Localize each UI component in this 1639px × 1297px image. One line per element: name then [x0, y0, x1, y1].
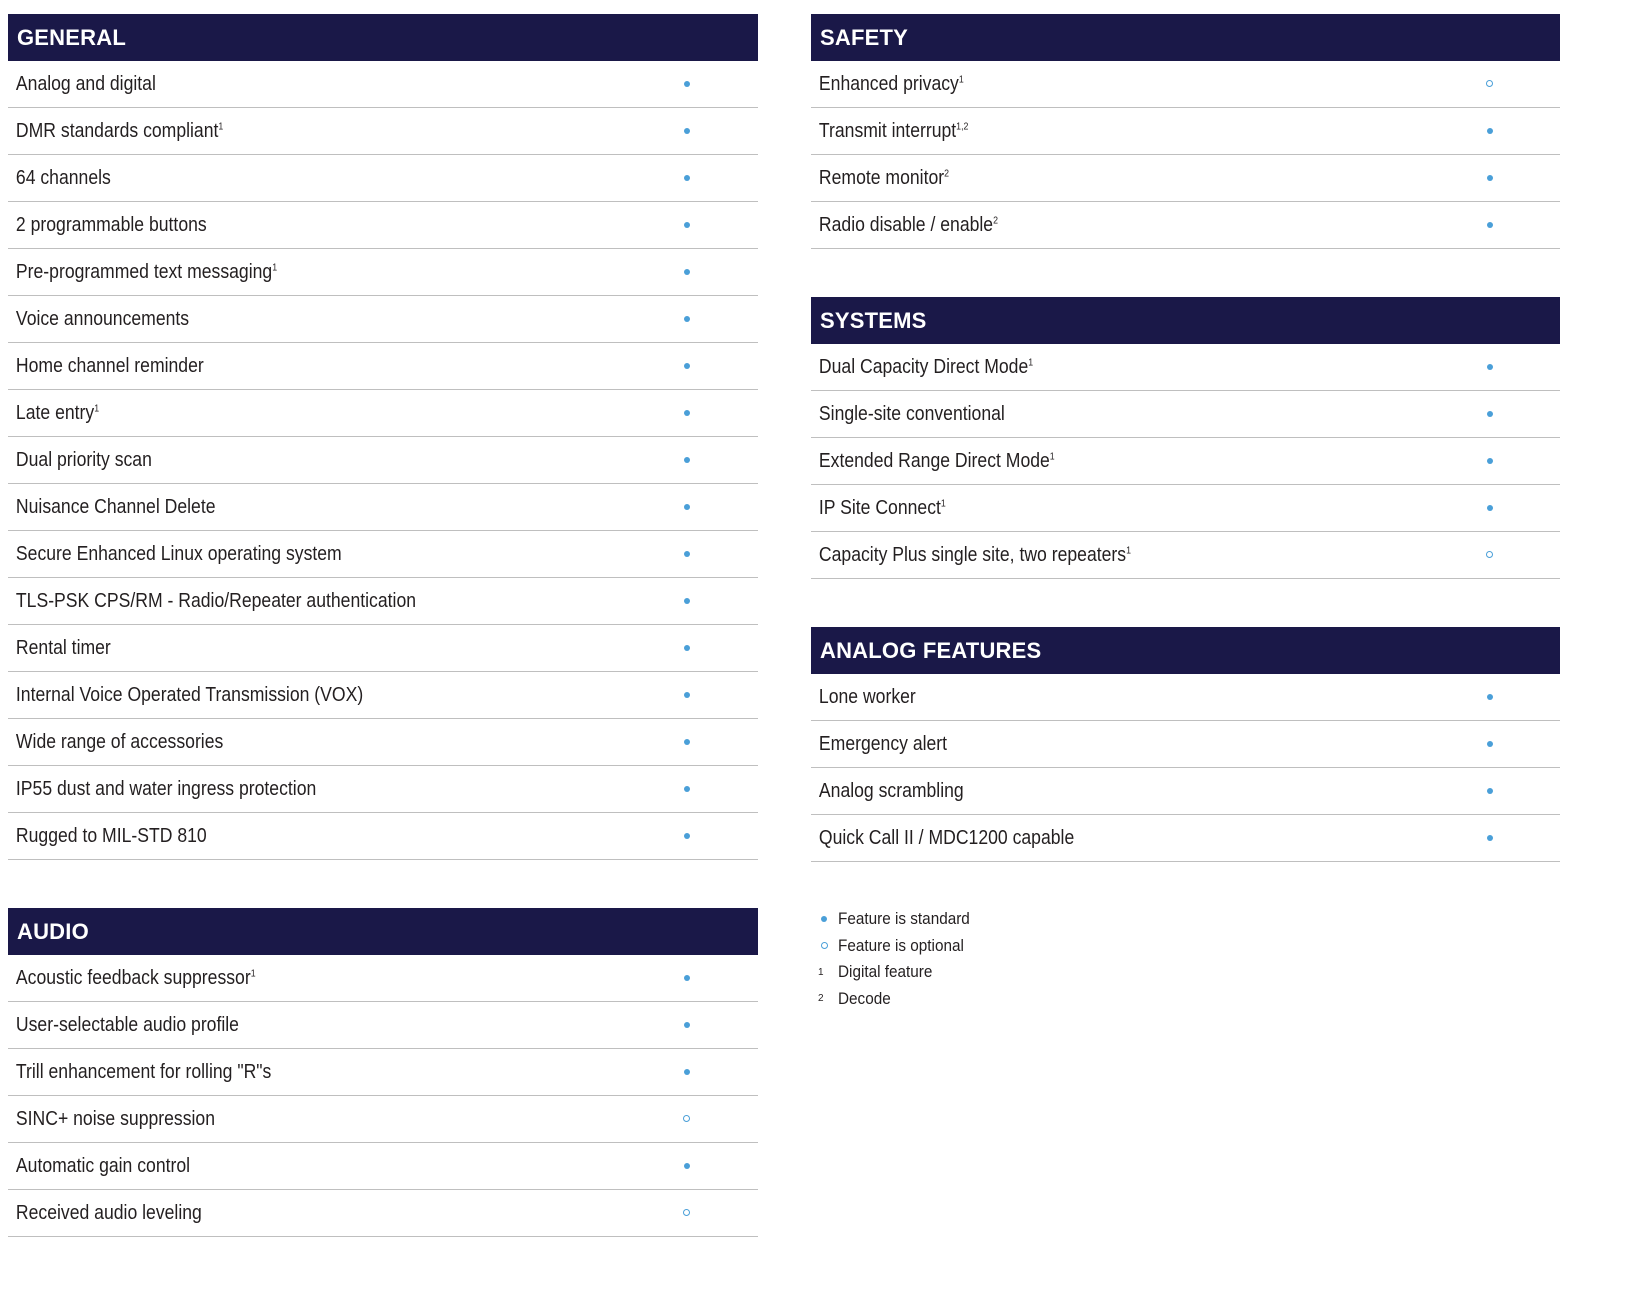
feature-label: [8, 261, 277, 284]
feature-label: [8, 778, 316, 801]
feature-text: Emergency alert: [818, 732, 948, 755]
standard-dot-icon: [1485, 503, 1494, 512]
feature-label: [8, 355, 204, 378]
feature-row: [8, 1002, 758, 1049]
feature-label: [811, 497, 946, 520]
standard-dot-icon: [1485, 833, 1494, 842]
standard-dot-icon: [682, 643, 691, 652]
standard-dot-icon: [682, 267, 691, 276]
feature-label: [8, 684, 363, 707]
standard-dot-icon: [682, 455, 691, 464]
feature-text: 2 programmable buttons: [15, 213, 207, 236]
standard-dot-icon: [1485, 692, 1494, 701]
safety-section: [811, 14, 1560, 249]
footnote-marker: 1: [1049, 450, 1055, 462]
standard-dot-icon: [1485, 409, 1494, 418]
feature-row: [8, 437, 758, 484]
feature-label: [811, 356, 1033, 379]
feature-label: [811, 733, 947, 756]
right-column: [811, 14, 1560, 862]
feature-text: Extended Range Direct Mode: [818, 449, 1050, 472]
general-header: GENERAL: [8, 14, 758, 61]
footnote-marker: 1,2: [956, 120, 969, 132]
feature-text: IP55 dust and water ingress protection: [15, 777, 317, 800]
feature-row: [8, 955, 758, 1002]
feature-label: [8, 402, 99, 425]
standard-dot-icon: [682, 173, 691, 182]
standard-dot-icon: [682, 1161, 691, 1170]
feature-text: Transmit interrupt: [818, 119, 957, 142]
footnote-marker: 1: [958, 73, 964, 85]
analog-features-header: ANALOG FEATURES: [811, 627, 1560, 674]
feature-row: [811, 155, 1560, 202]
feature-row: [8, 766, 758, 813]
left-column: [8, 14, 758, 1237]
footnote-marker: 1: [250, 967, 256, 979]
feature-row: [811, 438, 1560, 485]
feature-text: Received audio leveling: [15, 1201, 202, 1224]
feature-label: [8, 308, 189, 331]
feature-row: [811, 391, 1560, 438]
audio-section: [8, 908, 758, 1237]
feature-label: [811, 827, 1074, 850]
feature-label: [8, 1014, 239, 1037]
feature-text: Capacity Plus single site, two repeaters: [818, 543, 1127, 566]
standard-dot-icon: [1485, 220, 1494, 229]
feature-label: [8, 637, 111, 660]
feature-text: Enhanced privacy: [818, 72, 959, 95]
feature-label: [811, 450, 1055, 473]
feature-label: [811, 544, 1131, 567]
standard-dot-icon: [682, 408, 691, 417]
general-section: [8, 14, 758, 860]
standard-dot-icon: [682, 361, 691, 370]
feature-row: [8, 202, 758, 249]
feature-row: [8, 155, 758, 202]
footnote-marker: 2: [944, 167, 950, 179]
feature-row: [8, 813, 758, 860]
feature-label: [8, 1061, 271, 1084]
analog-features-section: [811, 627, 1560, 862]
feature-text: Rugged to MIL-STD 810: [15, 824, 207, 847]
optional-dot-icon: [1485, 79, 1494, 88]
standard-dot-icon: [818, 916, 838, 922]
legend-text: Feature is optional: [838, 935, 964, 955]
feature-text: Pre-programmed text messaging: [15, 260, 273, 283]
feature-text: Radio disable / enable: [818, 213, 994, 236]
legend-item: [818, 906, 984, 933]
feature-row: [8, 578, 758, 625]
feature-text: IP Site Connect: [818, 496, 941, 519]
standard-dot-icon: [1485, 739, 1494, 748]
feature-text: 64 channels: [15, 166, 111, 189]
feature-row: [811, 674, 1560, 721]
footnote-marker: 1: [1028, 356, 1034, 368]
feature-text: Remote monitor: [818, 166, 945, 189]
standard-dot-icon: [682, 784, 691, 793]
feature-row: [8, 531, 758, 578]
feature-row: [8, 1049, 758, 1096]
feature-text: Nuisance Channel Delete: [15, 495, 216, 518]
standard-dot-icon: [682, 1067, 691, 1076]
legend-item: [818, 959, 984, 986]
systems-header: SYSTEMS: [811, 297, 1560, 344]
feature-text: Acoustic feedback suppressor: [15, 966, 251, 989]
feature-text: Internal Voice Operated Transmission (VOX): [15, 683, 364, 706]
standard-dot-icon: [1485, 173, 1494, 182]
feature-text: Rental timer: [15, 636, 111, 659]
feature-label: [811, 403, 1005, 426]
optional-dot-icon: [818, 942, 838, 949]
feature-row: [811, 532, 1560, 579]
footnote-number: 1: [818, 966, 824, 978]
feature-label: [8, 496, 216, 519]
feature-text: DMR standards compliant: [15, 119, 219, 142]
standard-dot-icon: [682, 126, 691, 135]
feature-text: Voice announcements: [15, 307, 190, 330]
feature-row: [8, 61, 758, 108]
feature-text: Secure Enhanced Linux operating system: [15, 542, 342, 565]
feature-text: User-selectable audio profile: [15, 1013, 239, 1036]
feature-row: [811, 61, 1560, 108]
feature-label: [811, 214, 998, 237]
feature-row: [8, 343, 758, 390]
feature-text: Single-site conventional: [818, 402, 1005, 425]
legend-text: Feature is standard: [838, 909, 970, 929]
standard-dot-icon: [682, 220, 691, 229]
feature-text: Wide range of accessories: [15, 730, 224, 753]
feature-label: [8, 967, 256, 990]
feature-row: [8, 672, 758, 719]
feature-label: [811, 780, 964, 803]
safety-header: SAFETY: [811, 14, 1560, 61]
feature-label: [8, 590, 416, 613]
feature-row: [811, 108, 1560, 155]
feature-row: [811, 815, 1560, 862]
optional-dot-icon: [1485, 550, 1494, 559]
feature-label: [811, 686, 916, 709]
standard-dot-icon: [682, 502, 691, 511]
standard-dot-icon: [1485, 126, 1494, 135]
feature-label: [8, 120, 223, 143]
feature-label: [811, 120, 968, 143]
legend-text: Digital feature: [838, 962, 933, 982]
feature-text: Home channel reminder: [15, 354, 204, 377]
feature-row: [8, 249, 758, 296]
feature-row: [8, 719, 758, 766]
optional-dot-icon: [682, 1114, 691, 1123]
feature-text: Automatic gain control: [15, 1154, 191, 1177]
feature-text: SINC+ noise suppression: [15, 1107, 216, 1130]
feature-text: Trill enhancement for rolling "R"s: [15, 1060, 272, 1083]
feature-row: [8, 296, 758, 343]
feature-text: Analog scrambling: [818, 779, 964, 802]
legend-item: [818, 986, 984, 1013]
footnote-marker: 1: [94, 402, 100, 414]
standard-dot-icon: [682, 831, 691, 840]
footnote-marker: 1: [272, 261, 278, 273]
footnote-marker: 1: [940, 497, 946, 509]
feature-text: Quick Call II / MDC1200 capable: [818, 826, 1075, 849]
standard-dot-icon: [682, 549, 691, 558]
feature-label: [8, 1202, 202, 1225]
feature-row: [811, 485, 1560, 532]
feature-text: Late entry: [15, 401, 95, 424]
standard-dot-icon: [682, 79, 691, 88]
feature-label: [8, 543, 342, 566]
feature-row: [811, 721, 1560, 768]
feature-label: [8, 167, 111, 190]
feature-row: [811, 202, 1560, 249]
systems-section: [811, 297, 1560, 579]
standard-dot-icon: [682, 690, 691, 699]
feature-label: [8, 1155, 190, 1178]
feature-label: [811, 73, 964, 96]
feature-row: [8, 390, 758, 437]
feature-text: TLS-PSK CPS/RM - Radio/Repeater authentication: [15, 589, 417, 612]
feature-label: [8, 731, 223, 754]
footnote-marker: 2: [993, 214, 998, 226]
feature-row: [8, 1096, 758, 1143]
feature-label: [8, 1108, 215, 1131]
feature-label: [8, 825, 207, 848]
standard-dot-icon: [682, 973, 691, 982]
feature-label: [8, 214, 207, 237]
feature-row: [8, 1143, 758, 1190]
feature-row: [8, 625, 758, 672]
legend-item: [818, 933, 984, 960]
standard-dot-icon: [682, 314, 691, 323]
feature-label: [811, 167, 949, 190]
standard-dot-icon: [1485, 786, 1494, 795]
standard-dot-icon: [1485, 362, 1494, 371]
footnote-number: 2: [818, 993, 824, 1005]
audio-header: AUDIO: [8, 908, 758, 955]
feature-row: [811, 768, 1560, 815]
feature-text: Analog and digital: [15, 72, 156, 95]
footnote-marker: 1: [1126, 544, 1131, 556]
footnote-marker: 1: [218, 120, 224, 132]
feature-label: [8, 73, 156, 96]
feature-row: [8, 108, 758, 155]
feature-text: Dual Capacity Direct Mode: [818, 355, 1029, 378]
legend: [818, 906, 984, 1012]
optional-dot-icon: [682, 1208, 691, 1217]
feature-text: Lone worker: [818, 685, 916, 708]
standard-dot-icon: [682, 1020, 691, 1029]
standard-dot-icon: [1485, 456, 1494, 465]
feature-label: [8, 449, 152, 472]
feature-row: [8, 1190, 758, 1237]
legend-text: Decode: [838, 988, 891, 1008]
standard-dot-icon: [682, 737, 691, 746]
standard-dot-icon: [682, 596, 691, 605]
feature-row: [8, 484, 758, 531]
feature-text: Dual priority scan: [15, 448, 152, 471]
feature-row: [811, 344, 1560, 391]
